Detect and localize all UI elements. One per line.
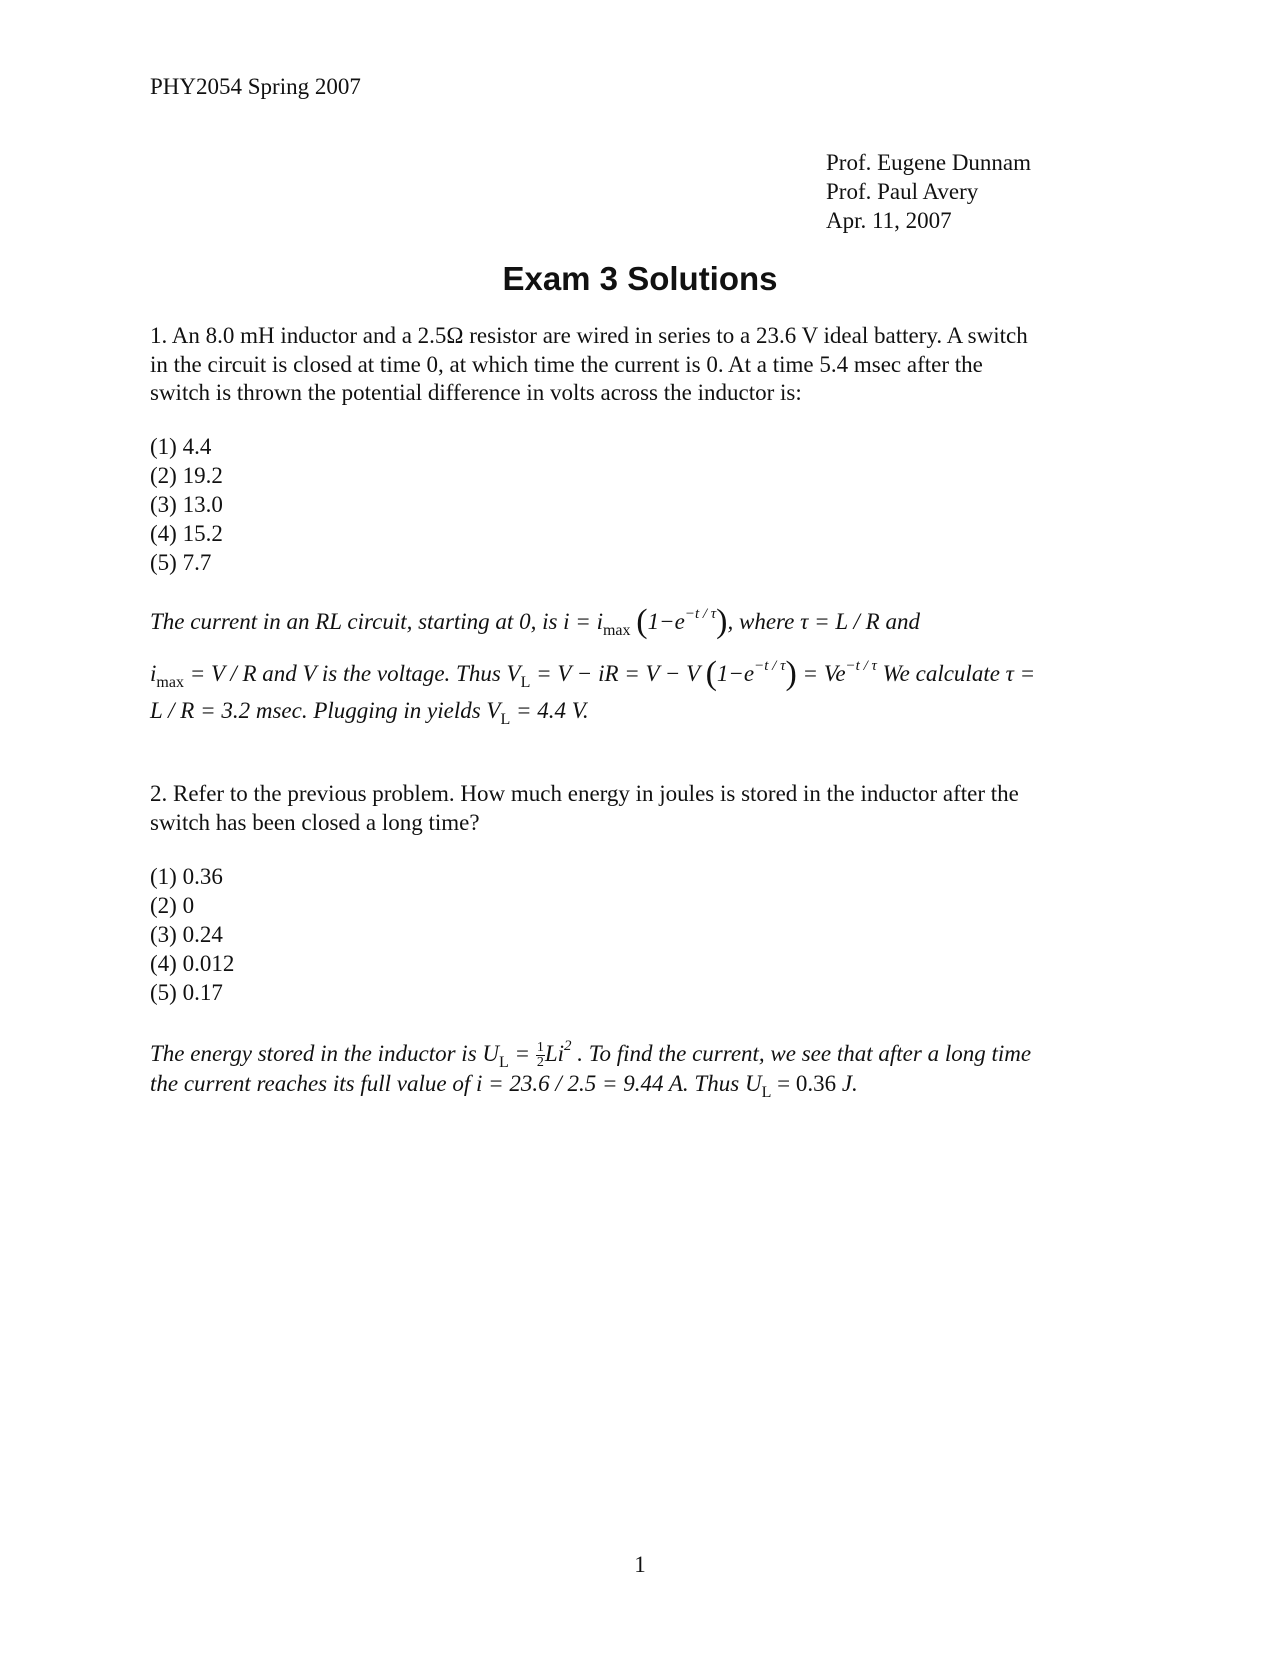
- question-2-options: [150, 862, 234, 1007]
- solution-1-line-2: $i_{max} = V / R$ and V is the voltage. Thus $V_L = V$ − iR = V − V $(1-e^{-t / \tau}) = Ve^{-t / \tau}$ We calculate τ =: [150, 655, 1036, 692]
- option: (4) 0.012: [150, 951, 235, 976]
- exam-date: Apr. 11, 2007: [826, 208, 952, 233]
- solution-2-line-2: the current reaches its full value of i = 23.6 / 2.5 = 9.44 A. Thus $U_L = 0.36$ J.: [150, 1071, 858, 1101]
- option: (5) 7.7: [150, 550, 212, 575]
- option: (3) 0.24: [150, 922, 223, 947]
- professor-1: Prof. Eugene Dunnam: [826, 150, 1032, 175]
- option: (3) 13.0: [150, 492, 223, 517]
- question-1-line-1: 1. An 8.0 mH inductor and a 2.5Ω resistor are wired in series to a 23.6 V ideal battery. A switch: [150, 323, 1028, 348]
- option: (1) 4.4: [150, 434, 212, 459]
- option: (2) 19.2: [150, 463, 223, 488]
- course-header: PHY2054 Spring 2007: [150, 74, 361, 99]
- question-2: [150, 780, 1130, 837]
- option: (4) 15.2: [150, 521, 223, 546]
- solution-1-line-1: The current in an RL circuit, starting at 0, is $i = i_{max}$ $(1-e^{-t / \tau})$, where τ = L / R and: [150, 603, 920, 640]
- professor-2: Prof. Paul Avery: [826, 179, 979, 204]
- question-2-line-1: 2. Refer to the previous problem. How much energy in joules is stored in the inductor after the: [150, 781, 1019, 806]
- question-2-line-2: switch has been closed a long time?: [150, 809, 480, 835]
- professor-block: [826, 148, 1031, 235]
- solution-2-line-1: The energy stored in the inductor is $U_L$ = $\frac{1}{2}$ Li$^2$ . To find the current, we see that after a long time: [150, 1038, 1032, 1071]
- page-title: Exam 3 Solutions: [502, 260, 778, 297]
- option: (5) 0.17: [150, 980, 223, 1005]
- option: (2) 0: [150, 893, 195, 918]
- page-number: 1: [634, 1552, 646, 1577]
- question-1: [150, 322, 1130, 408]
- question-1-line-2: in the circuit is closed at time 0, at which time the current is 0. At a time 5.4 msec after the: [150, 351, 983, 377]
- question-1-options: [150, 432, 223, 577]
- fraction-one-half: $\frac{1}{2}$: [536, 1040, 544, 1071]
- solution-1-line-3: L / R = 3.2 msec. Plugging in yields $V_L = 4.4$ V.: [150, 698, 589, 728]
- question-1-line-3: switch is thrown the potential difference in volts across the inductor is:: [150, 380, 802, 405]
- option: (1) 0.36: [150, 864, 223, 889]
